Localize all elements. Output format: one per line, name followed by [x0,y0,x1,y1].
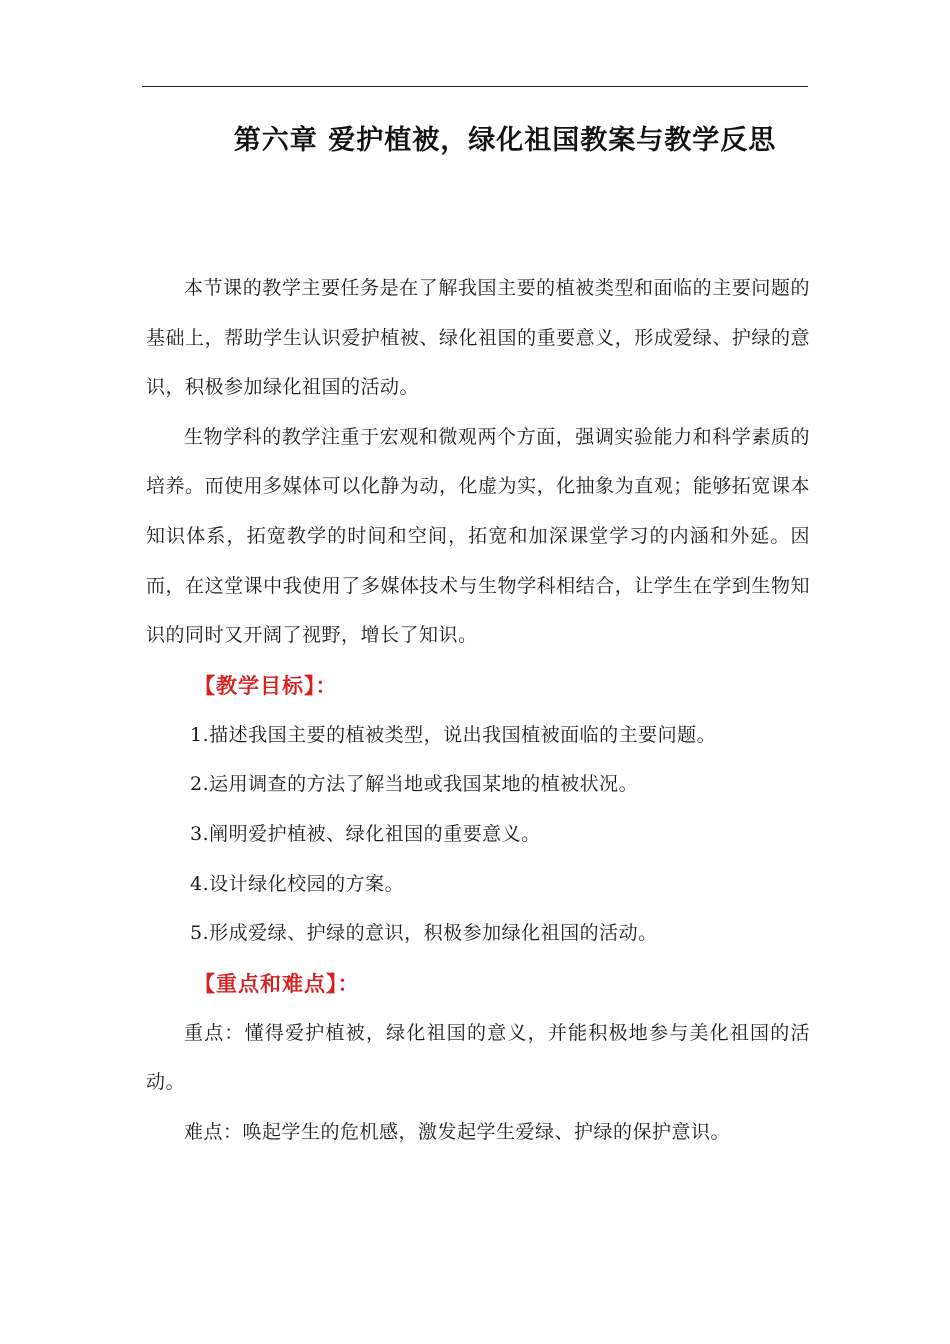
difficulty-text: 难点：唤起学生的危机感，激发起学生爱绿、护绿的保护意识。 [184,1120,731,1143]
objective-item-5: 5.形成爱绿、护绿的意识，积极参加绿化祖国的活动。 [190,922,658,945]
objectives-heading: 【教学目标】： [194,672,338,698]
key-points-heading: 【重点和难点】： [194,970,360,996]
intro-paragraph-2: 生物学科的教学注重于宏观和微观两个方面，强调实验能力和科学素质的培养。而使用多媒体可以化静为动，化虚为实，化抽象为直观；能够拓宽课本知识体系，拓宽教学的时间和空间，拓宽和加深课堂学习的内涵和外延。因而，在这堂课中我使用了多媒体技术与生物学科相结合，让学生在学到生物知识的同时又开阔了视野，增长了知识。 [146,425,810,647]
objective-item-2: 2.运用调查的方法了解当地或我国某地的植被状况。 [190,773,639,796]
header-rule [142,86,808,87]
intro-paragraph-1: 本节课的教学主要任务是在了解我国主要的植被类型和面临的主要问题的基础上，帮助学生认识爱护植被、绿化祖国的重要意义，形成爱绿、护绿的意识，积极参加绿化祖国的活动。 [146,277,810,399]
document-body [146,264,810,1158]
objective-item-3: 3.阐明爱护植被、绿化祖国的重要意义。 [190,822,541,845]
key-point-text: 重点：懂得爱护植被，绿化祖国的意义，并能积极地参与美化祖国的活动。 [146,1021,810,1094]
objective-item-4: 4.设计绿化校园的方案。 [190,872,405,895]
objective-item-1: 1.描述我国主要的植被类型，说出我国植被面临的主要问题。 [190,723,717,746]
document-title: 第六章 爱护植被，绿化祖国教案与教学反思 [233,125,777,156]
